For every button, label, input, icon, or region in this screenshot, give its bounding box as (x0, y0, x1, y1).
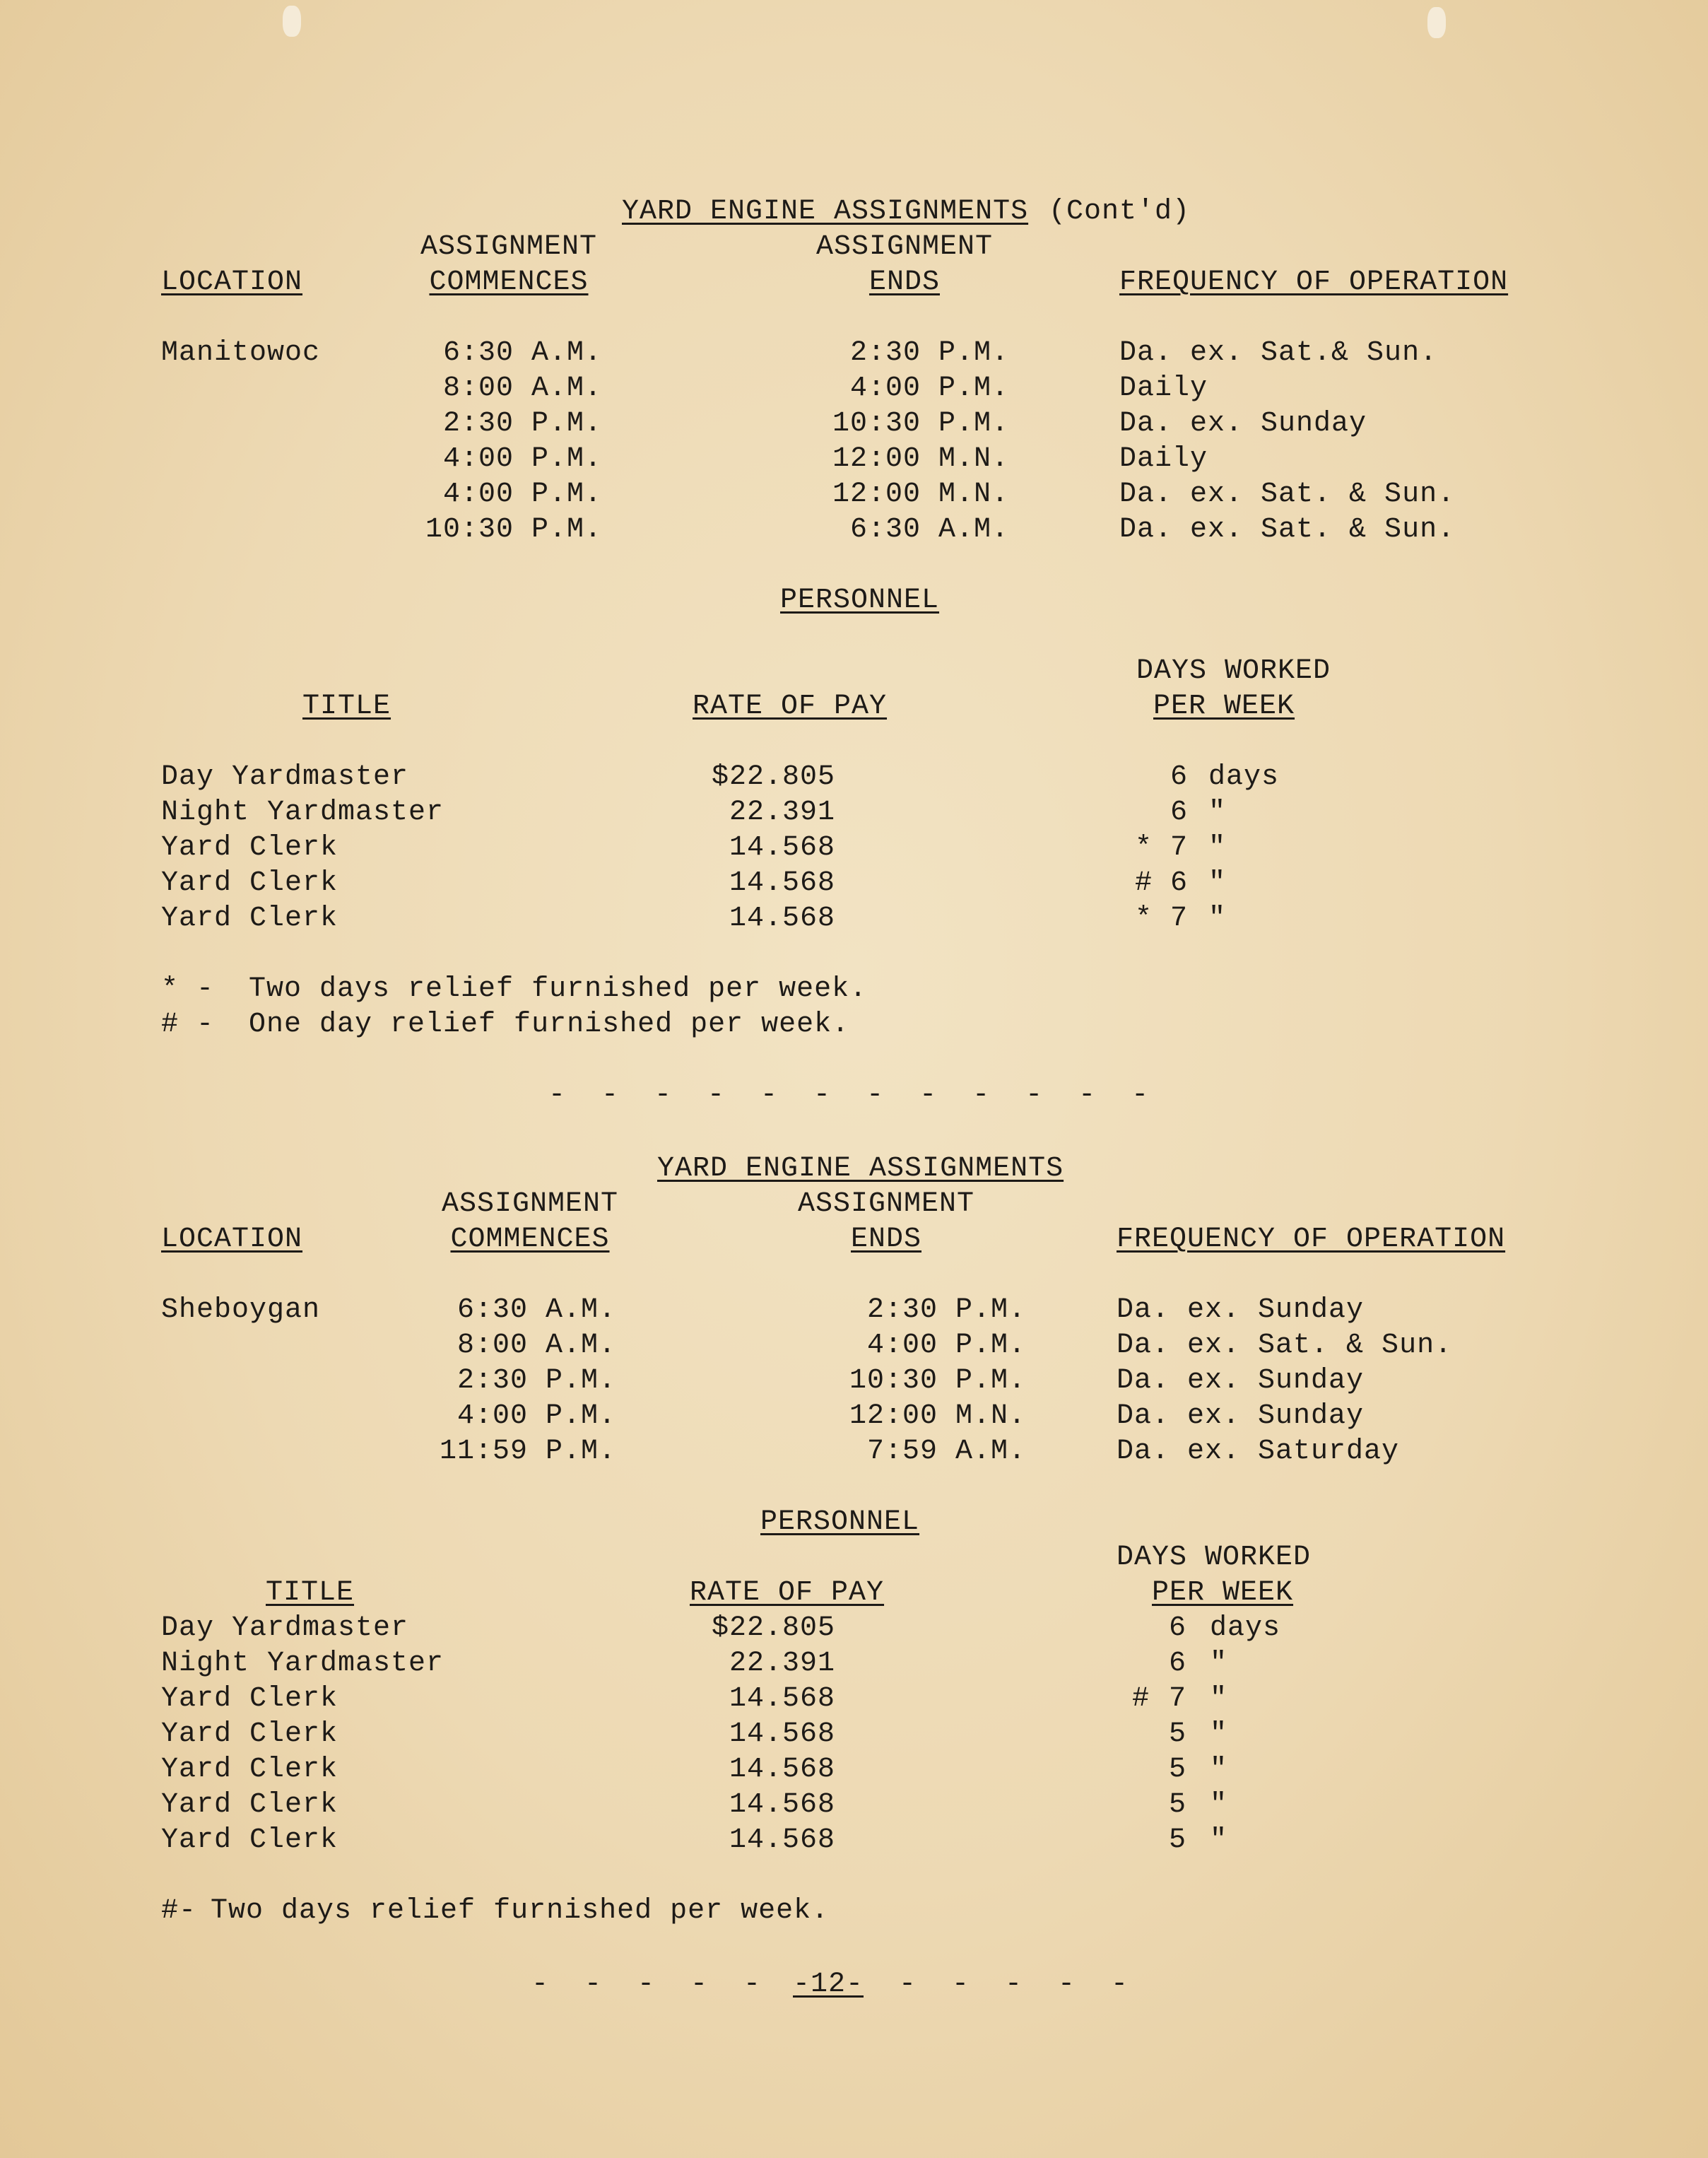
relief-mark: # (1132, 1683, 1150, 1715)
assignment-end: 6:30 A.M. (849, 514, 1009, 546)
header-days-top: DAYS WORKED (1136, 655, 1331, 687)
frequency: Da. ex. Sunday (1117, 1400, 1365, 1432)
days-unit: " (1208, 867, 1227, 899)
rate-of-pay: 14.568 (729, 832, 835, 864)
header-commences-top: ASSIGNMENT (420, 231, 598, 263)
frequency: Da. ex. Sunday (1119, 408, 1367, 440)
days-worked: 5 (1169, 1824, 1187, 1856)
personnel-title-cell: Yard Clerk (161, 1718, 338, 1750)
rate-of-pay: $22.805 (711, 1612, 835, 1644)
days-worked: 5 (1169, 1754, 1187, 1785)
personnel-title-cell: Day Yardmaster (161, 761, 409, 793)
assignment-end: 12:00 M.N. (849, 1400, 1026, 1432)
relief-mark: # (1135, 867, 1153, 899)
assignment-start: 6:30 A.M. (442, 337, 602, 369)
days-worked: 7 (1170, 832, 1189, 864)
personnel-title-cell: Yard Clerk (161, 903, 338, 934)
days-unit: " (1210, 1648, 1228, 1679)
header-days-bottom: PER WEEK (1152, 1577, 1294, 1609)
frequency: Da. ex. Saturday (1117, 1436, 1400, 1467)
section1-title-suffix: (Cont'd) (1049, 196, 1191, 228)
assignment-end: 10:30 P.M. (849, 1365, 1026, 1397)
assignment-start: 10:30 P.M. (425, 514, 602, 546)
days-unit: " (1210, 1824, 1228, 1856)
header-title: TITLE (302, 691, 391, 722)
personnel-title-cell: Yard Clerk (161, 1789, 338, 1821)
personnel-title: PERSONNEL (760, 1506, 920, 1538)
assignment-start: 8:00 A.M. (442, 373, 602, 404)
header-ends-top: ASSIGNMENT (815, 231, 994, 263)
section2-title: YARD ENGINE ASSIGNMENTS (657, 1153, 1064, 1185)
rate-of-pay: 14.568 (729, 1754, 835, 1785)
days-unit: " (1210, 1718, 1228, 1750)
personnel-title-cell: Yard Clerk (161, 1683, 338, 1715)
frequency: Da. ex. Sat. & Sun. (1119, 514, 1456, 546)
header-frequency: FREQUENCY OF OPERATION (1119, 266, 1509, 298)
footnote-mark: #- (161, 1895, 197, 1927)
days-worked: 6 (1170, 797, 1189, 828)
rate-of-pay: $22.805 (711, 761, 835, 793)
assignment-end: 7:59 A.M. (866, 1436, 1026, 1467)
rate-of-pay: 14.568 (729, 1789, 835, 1821)
days-worked: 7 (1169, 1683, 1187, 1715)
section1-title: YARD ENGINE ASSIGNMENTS (622, 196, 1029, 228)
personnel-title-cell: Yard Clerk (161, 832, 338, 864)
days-worked: 5 (1169, 1718, 1187, 1750)
assignment-end: 4:00 P.M. (849, 373, 1009, 404)
rate-of-pay: 22.391 (729, 1648, 835, 1679)
header-title: TITLE (266, 1577, 355, 1609)
header-days-top: DAYS WORKED (1117, 1542, 1312, 1573)
assignment-end: 2:30 P.M. (866, 1294, 1026, 1326)
location-name: Manitowoc (161, 337, 321, 369)
footnote-mark: * - (161, 973, 215, 1005)
assignment-start: 4:00 P.M. (442, 443, 602, 475)
personnel-title-cell: Night Yardmaster (161, 797, 444, 828)
days-unit: days (1210, 1612, 1281, 1644)
assignment-end: 4:00 P.M. (866, 1330, 1026, 1361)
assignment-end: 2:30 P.M. (849, 337, 1009, 369)
personnel-title-cell: Night Yardmaster (161, 1648, 444, 1679)
punch-hole (283, 6, 301, 37)
assignment-start: 4:00 P.M. (442, 479, 602, 510)
days-unit: " (1210, 1754, 1228, 1785)
header-rate: RATE OF PAY (693, 691, 888, 722)
days-unit: " (1208, 903, 1227, 934)
rate-of-pay: 14.568 (729, 867, 835, 899)
days-unit: " (1208, 797, 1227, 828)
days-unit: " (1210, 1789, 1228, 1821)
assignment-start: 8:00 A.M. (457, 1330, 616, 1361)
footer-dashes-right: - - - - - (899, 1969, 1129, 2000)
days-worked: 6 (1170, 761, 1189, 793)
assignment-start: 2:30 P.M. (457, 1365, 616, 1397)
rate-of-pay: 14.568 (729, 1718, 835, 1750)
assignment-end: 12:00 M.N. (832, 443, 1009, 475)
days-unit: " (1210, 1683, 1228, 1715)
frequency: Daily (1119, 443, 1208, 475)
punch-hole (1427, 7, 1446, 38)
header-ends-bottom: ENDS (868, 266, 940, 298)
frequency: Da. ex. Sat. & Sun. (1117, 1330, 1453, 1361)
header-frequency: FREQUENCY OF OPERATION (1117, 1224, 1506, 1255)
page-number: -12- (793, 1969, 864, 2000)
footnote-text: One day relief furnished per week. (249, 1009, 850, 1040)
relief-mark: * (1135, 903, 1153, 934)
days-worked: 7 (1170, 903, 1189, 934)
header-rate: RATE OF PAY (690, 1577, 885, 1609)
header-ends-top: ASSIGNMENT (797, 1188, 975, 1220)
footer-dashes-left: - - - - - (531, 1969, 762, 2000)
header-days-bottom: PER WEEK (1153, 691, 1295, 722)
header-commences-bottom: COMMENCES (450, 1224, 610, 1255)
assignment-start: 6:30 A.M. (457, 1294, 616, 1326)
rate-of-pay: 14.568 (729, 903, 835, 934)
personnel-title-cell: Day Yardmaster (161, 1612, 409, 1644)
assignment-start: 4:00 P.M. (457, 1400, 616, 1432)
header-commences-bottom: COMMENCES (429, 266, 589, 298)
days-worked: 6 (1169, 1648, 1187, 1679)
divider: - - - - - - - - - - - - (548, 1079, 1150, 1111)
header-location: LOCATION (161, 1224, 303, 1255)
header-location: LOCATION (161, 266, 303, 298)
frequency: Da. ex. Sunday (1117, 1365, 1365, 1397)
personnel-title-cell: Yard Clerk (161, 1754, 338, 1785)
assignment-start: 2:30 P.M. (442, 408, 602, 440)
footnote-text: Two days relief furnished per week. (249, 973, 868, 1005)
frequency: Da. ex. Sunday (1117, 1294, 1365, 1326)
assignment-start: 11:59 P.M. (439, 1436, 616, 1467)
days-worked: 5 (1169, 1789, 1187, 1821)
assignment-end: 10:30 P.M. (832, 408, 1009, 440)
personnel-title-cell: Yard Clerk (161, 867, 338, 899)
rate-of-pay: 14.568 (729, 1824, 835, 1856)
personnel-title: PERSONNEL (780, 585, 940, 616)
days-worked: 6 (1169, 1612, 1187, 1644)
footnote-text: Two days relief furnished per week. (211, 1895, 830, 1927)
footnote-mark: # - (161, 1009, 215, 1040)
days-unit: " (1208, 832, 1227, 864)
assignment-end: 12:00 M.N. (832, 479, 1009, 510)
frequency: Daily (1119, 373, 1208, 404)
frequency: Da. ex. Sat.& Sun. (1119, 337, 1438, 369)
rate-of-pay: 22.391 (729, 797, 835, 828)
personnel-title-cell: Yard Clerk (161, 1824, 338, 1856)
rate-of-pay: 14.568 (729, 1683, 835, 1715)
days-unit: days (1208, 761, 1280, 793)
header-commences-top: ASSIGNMENT (441, 1188, 619, 1220)
location-name: Sheboygan (161, 1294, 321, 1326)
header-ends-bottom: ENDS (850, 1224, 921, 1255)
days-worked: 6 (1170, 867, 1189, 899)
relief-mark: * (1135, 832, 1153, 864)
frequency: Da. ex. Sat. & Sun. (1119, 479, 1456, 510)
